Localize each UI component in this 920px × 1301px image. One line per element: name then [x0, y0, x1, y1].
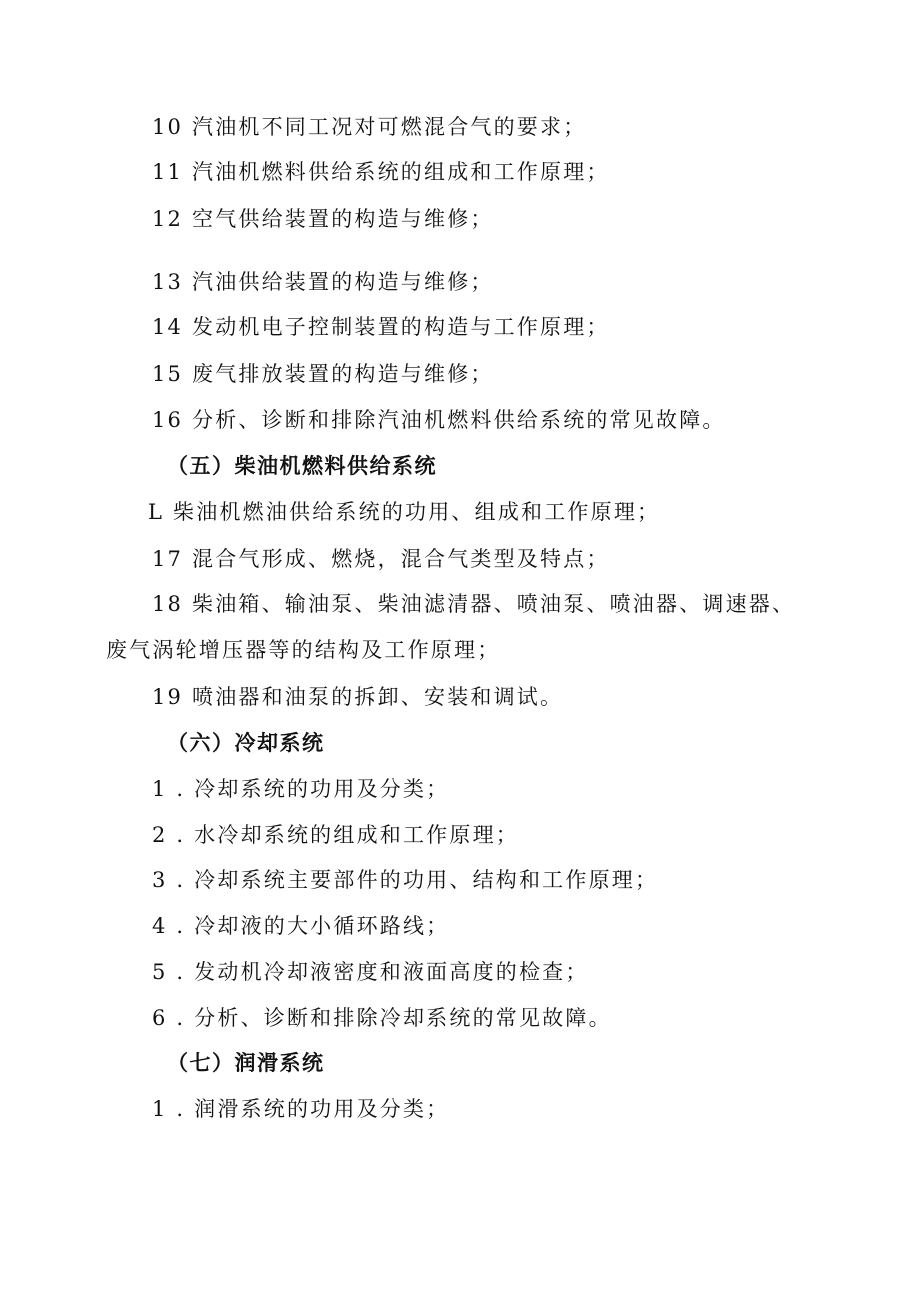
list-item: 4 . 冷却液的大小循环路线； — [152, 914, 450, 938]
list-item: 17 混合气形成、燃烧，混合气类型及特点； — [152, 547, 610, 571]
list-item: 2 . 水冷却系统的组成和工作原理； — [152, 823, 519, 847]
list-item: L 柴油机燃油供给系统的功用、组成和工作原理； — [148, 500, 661, 524]
list-item: 16 分析、诊断和排除汽油机燃料供给系统的常见故障。 — [152, 408, 726, 432]
section-heading: （七）润滑系统 — [167, 1051, 325, 1075]
list-item: 1 . 润滑系统的功用及分类； — [152, 1097, 450, 1121]
list-item-continuation: 废气涡轮增压器等的结构及工作原理； — [106, 638, 501, 662]
list-item: 6 . 分析、诊断和排除冷却系统的常见故障。 — [152, 1006, 612, 1030]
list-item: 14 发动机电子控制装置的构造与工作原理； — [152, 315, 610, 339]
list-item: 13 汽油供给装置的构造与维修； — [152, 270, 494, 294]
list-item: 11 汽油机燃料供给系统的组成和工作原理； — [152, 160, 610, 184]
list-item: 3 . 冷却系统主要部件的功用、结构和工作原理； — [152, 868, 659, 892]
list-item: 1 . 冷却系统的功用及分类； — [152, 777, 450, 801]
list-item: 19 喷油器和油泵的拆卸、安装和调试。 — [152, 685, 564, 709]
section-heading: （六）冷却系统 — [167, 731, 325, 755]
list-item: 18 柴油箱、输油泵、柴油滤清器、喷油泵、喷油器、调速器、 — [152, 592, 796, 616]
list-item: 12 空气供给装置的构造与维修； — [152, 207, 494, 231]
section-heading: （五）柴油机燃料供给系统 — [167, 454, 437, 478]
list-item: 10 汽油机不同工况对可燃混合气的要求； — [152, 115, 587, 139]
list-item: 15 废气排放装置的构造与维修； — [152, 362, 494, 386]
list-item: 5 . 发动机冷却液密度和液面高度的检查； — [152, 960, 589, 984]
